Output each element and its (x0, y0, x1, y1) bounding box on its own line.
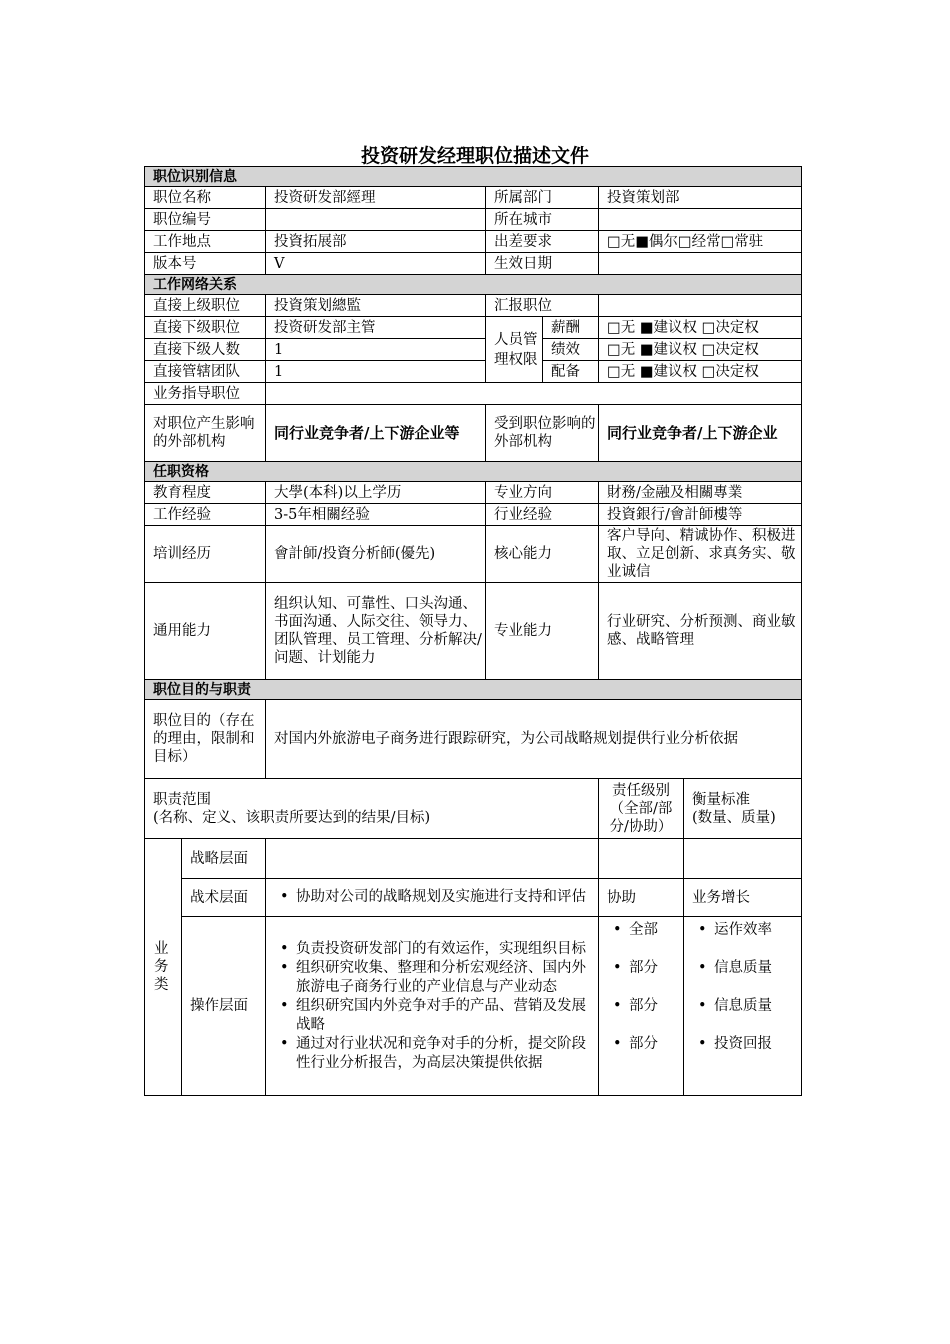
core-ability-value: 客户导向、精诚协作、积极进取、立足创新、求真务实、敬业诚信 (599, 526, 802, 583)
salary-value: □无 ■建议权 □决定权 (599, 317, 802, 339)
guide-value (266, 383, 802, 405)
operational-measure: • 运作效率 (692, 921, 801, 939)
category-label: 业务类 (145, 839, 182, 1096)
team-label: 直接管辖团队 (145, 361, 266, 383)
strategic-label: 战略层面 (182, 839, 266, 879)
superior-value: 投資策划總監 (266, 295, 486, 317)
report-label: 汇报职位 (486, 295, 599, 317)
operational-level: • 部分 (607, 959, 683, 977)
measure-sub: (数量、质量) (692, 809, 776, 826)
tactical-label: 战术层面 (182, 879, 266, 917)
measure-label: 衡量标准 (692, 791, 750, 808)
strategic-content (266, 839, 599, 879)
major-label: 专业方向 (486, 482, 599, 504)
personnel-label: 人员管理权限 (486, 317, 543, 383)
operational-measure: • 投资回报 (692, 1035, 801, 1053)
operational-content (266, 917, 599, 1096)
staffing-label: 配备 (543, 361, 599, 383)
effective-date-label: 生效日期 (486, 253, 599, 275)
perf-label: 绩效 (543, 339, 599, 361)
location-value: 投資拓展部 (266, 231, 486, 253)
tactical-item: • 协助对公司的战略规划及实施进行支持和评估 (274, 888, 598, 907)
perf-value: □无 ■建议权 □决定权 (599, 339, 802, 361)
influence-out-label: 对职位产生影响的外部机构 (145, 405, 266, 462)
sub-count-value: 1 (266, 339, 486, 361)
job-code-value (266, 209, 486, 231)
section-purpose: 职位目的与职责 (145, 680, 802, 700)
city-label: 所在城市 (486, 209, 599, 231)
page-title: 投资研发经理职位描述文件 (360, 145, 589, 167)
subordinate-value: 投资研发部主管 (266, 317, 486, 339)
guide-label: 业务指导职位 (145, 383, 266, 405)
version-value: V (266, 253, 486, 275)
section-qualification: 任职资格 (145, 462, 802, 482)
industry-exp-value: 投資銀行/會計師樓等 (599, 504, 802, 526)
effective-date-value (599, 253, 802, 275)
level-header: 责任级别（全部/部分/协助） (599, 779, 684, 839)
core-ability-label: 核心能力 (486, 526, 599, 583)
job-name-value: 投资研发部經理 (266, 187, 486, 209)
version-label: 版本号 (145, 253, 266, 275)
section-identity: 职位识别信息 (145, 167, 802, 187)
strategic-level (599, 839, 684, 879)
strategic-measure (684, 839, 802, 879)
staffing-value: □无 ■建议权 □决定权 (599, 361, 802, 383)
influence-out-value: 同行业竞争者/上下游企业等 (266, 405, 486, 462)
sub-count-label: 直接下级人数 (145, 339, 266, 361)
subordinate-label: 直接下级职位 (145, 317, 266, 339)
operational-item: • 负责投资研发部门的有效运作，实现组织目标 (274, 940, 598, 959)
influenced-by-value: 同行业竞争者/上下游企业 (599, 405, 802, 462)
tactical-measure: 业务增长 (684, 879, 802, 917)
report-value (599, 295, 802, 317)
dept-label: 所属部门 (486, 187, 599, 209)
city-value (599, 209, 802, 231)
operational-item: • 组织研究国内外竞争对手的产品、营销及发展战略 (274, 997, 598, 1035)
scope-label: 职责范围 (153, 791, 211, 808)
experience-value: 3-5年相關经验 (266, 504, 486, 526)
experience-label: 工作经验 (145, 504, 266, 526)
prof-ability-value: 行业研究、分析预测、商业敏感、战略管理 (599, 583, 802, 680)
scope-header (145, 779, 599, 839)
superior-label: 直接上级职位 (145, 295, 266, 317)
team-value: 1 (266, 361, 486, 383)
general-ability-value: 组织认知、可靠性、口头沟通、书面沟通、人际交往、领导力、团队管理、员工管理、分析解决/问题、计划能力 (266, 583, 486, 680)
job-description-table (144, 166, 802, 1096)
education-label: 教育程度 (145, 482, 266, 504)
measure-header (684, 779, 802, 839)
general-ability-label: 通用能力 (145, 583, 266, 680)
training-label: 培训经历 (145, 526, 266, 583)
purpose-label: 职位目的（存在的理由，限制和目标） (145, 700, 266, 779)
prof-ability-label: 专业能力 (486, 583, 599, 680)
operational-item: • 组织研究收集、整理和分析宏观经济、国内外旅游电子商务行业的产业信息与产业动态 (274, 959, 598, 997)
tactical-content (266, 879, 599, 917)
operational-levels (599, 917, 684, 1096)
travel-label: 出差要求 (486, 231, 599, 253)
industry-exp-label: 行业经验 (486, 504, 599, 526)
operational-label: 操作层面 (182, 917, 266, 1096)
travel-value: □无■偶尔□经常□常驻 (599, 231, 802, 253)
major-value: 財務/金融及相關專業 (599, 482, 802, 504)
dept-value: 投資策划部 (599, 187, 802, 209)
education-value: 大學(本科)以上学历 (266, 482, 486, 504)
location-label: 工作地点 (145, 231, 266, 253)
operational-level: • 全部 (607, 921, 683, 939)
operational-item: • 通过对行业状况和竞争对手的分析，提交阶段性行业分析报告，为高层决策提供依据 (274, 1035, 598, 1073)
purpose-value: 对国内外旅游电子商务进行跟踪研究，为公司战略规划提供行业分析依据 (266, 700, 802, 779)
job-name-label: 职位名称 (145, 187, 266, 209)
operational-measure: • 信息质量 (692, 997, 801, 1015)
salary-label: 薪酬 (543, 317, 599, 339)
operational-measure: • 信息质量 (692, 959, 801, 977)
tactical-level: 协助 (599, 879, 684, 917)
section-network: 工作网络关系 (145, 275, 802, 295)
operational-measures (684, 917, 802, 1096)
operational-level: • 部分 (607, 997, 683, 1015)
training-value: 會計師/投資分析師(優先) (266, 526, 486, 583)
job-code-label: 职位编号 (145, 209, 266, 231)
scope-sub: (名称、定义、该职责所要达到的结果/目标) (153, 809, 431, 826)
operational-level: • 部分 (607, 1035, 683, 1053)
influenced-by-label: 受到职位影响的外部机构 (486, 405, 599, 462)
